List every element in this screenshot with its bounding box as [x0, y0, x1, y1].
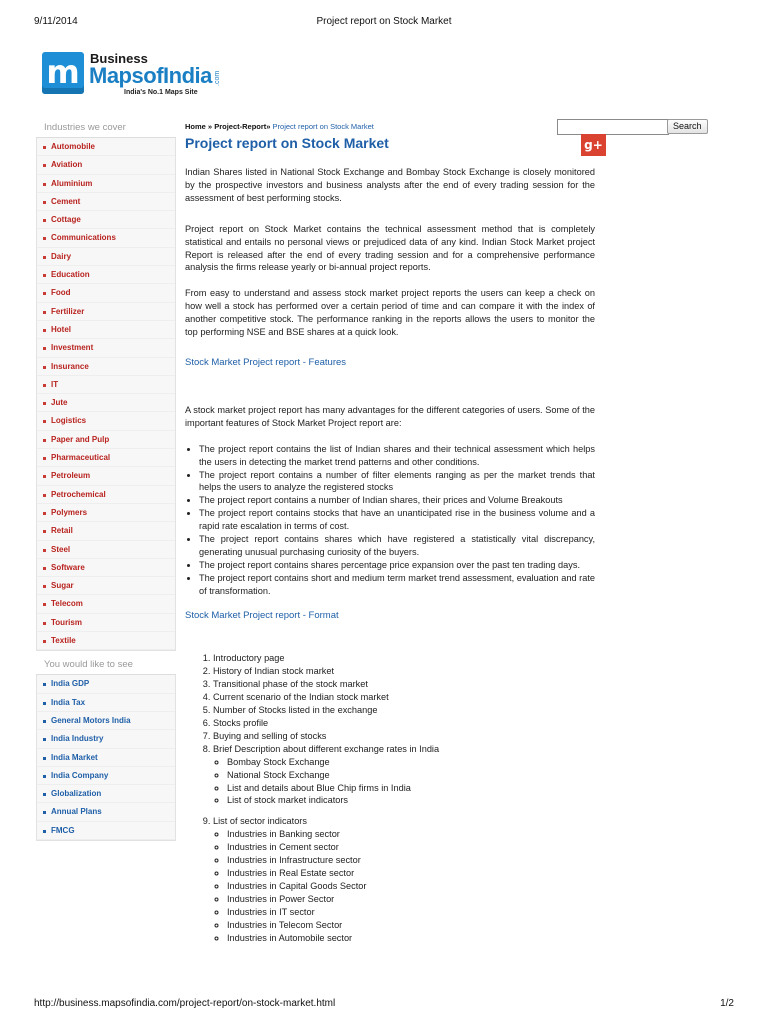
- feature-item: • The project report contains the list of Indian shares and their technical assessment which helps the users in detecting the market trend patterns and other conditions.: [199, 443, 595, 469]
- see-also-heading: You would like to see: [36, 655, 176, 675]
- format-subitem: ◦ National Stock Exchange: [227, 769, 595, 782]
- sidebar-industry-link[interactable]: Dairy: [37, 248, 175, 266]
- sidebar-industry-link[interactable]: Aviation: [37, 156, 175, 174]
- format-item: [213, 704, 595, 717]
- print-date: 9/11/2014: [34, 16, 78, 27]
- sidebar-see-link[interactable]: FMCG: [37, 822, 175, 840]
- format-subitem: ◦ Industries in Banking sector: [227, 828, 595, 841]
- search-button[interactable]: Search: [667, 119, 708, 134]
- format-subitem: ◦ Industries in Power Sector: [227, 893, 595, 906]
- sidebar-see-link[interactable]: Annual Plans: [37, 803, 175, 821]
- format-item-label: Transitional phase of the stock market: [213, 679, 368, 690]
- format-subitem: ◦ Industries in Real Estate sector: [227, 867, 595, 880]
- sidebar-see-link[interactable]: Globalization: [37, 785, 175, 803]
- print-page-number: 1/2: [720, 998, 734, 1009]
- format-item-label: Buying and selling of stocks: [213, 730, 327, 741]
- features-list: [185, 443, 595, 598]
- sidebar-industry-link[interactable]: Software: [37, 559, 175, 577]
- breadcrumb-section[interactable]: Project-Report: [214, 122, 267, 131]
- sidebar-industry-link[interactable]: Cement: [37, 193, 175, 211]
- sidebar-industry-link[interactable]: Automobile: [37, 138, 175, 156]
- print-header: [34, 16, 734, 30]
- sidebar: [36, 118, 176, 841]
- format-item: [213, 691, 595, 704]
- sidebar-industry-link[interactable]: Investment: [37, 339, 175, 357]
- format-item: [213, 815, 595, 944]
- sidebar-industry-link[interactable]: Hotel: [37, 321, 175, 339]
- format-item: [213, 665, 595, 678]
- intro-paragraph-2: Project report on Stock Market contains the technical assessment method that is completely statistical and entails no personal views or prejudiced data of any kind. Indian Stock Market project Report is released after the end of every trading session and for a comprehensive performance analysis the firms release yearly or bi-annual project reports.: [185, 223, 595, 273]
- sidebar-industry-link[interactable]: Petroleum: [37, 467, 175, 485]
- format-subitem: ◦ List of stock market indicators: [227, 794, 595, 807]
- sidebar-industry-link[interactable]: Fertilizer: [37, 303, 175, 321]
- format-subitem: ◦ Industries in IT sector: [227, 906, 595, 919]
- format-item: [213, 678, 595, 691]
- format-item-label: Number of Stocks listed in the exchange: [213, 705, 378, 716]
- feature-item: • The project report contains stocks that have an unanticipated rise in the business volume and a rapid rate escalation in terms of cost.: [199, 507, 595, 533]
- format-list: [185, 652, 595, 944]
- sidebar-industry-link[interactable]: Steel: [37, 541, 175, 559]
- sidebar-industry-link[interactable]: Sugar: [37, 577, 175, 595]
- feature-item: • The project report contains a number of Indian shares, their prices and Volume Breakouts: [199, 494, 595, 507]
- format-heading[interactable]: Stock Market Project report - Format: [185, 609, 339, 621]
- sidebar-industry-link[interactable]: Textile: [37, 632, 175, 650]
- sidebar-industry-link[interactable]: Tourism: [37, 614, 175, 632]
- feature-item: • The project report contains a number of filter elements ranging as per the market trends that helps the users to analyze the registered stocks: [199, 469, 595, 495]
- google-plus-icon[interactable]: g+: [581, 134, 606, 156]
- logo-tagline: India's No.1 Maps Site: [124, 89, 198, 96]
- format-item: [213, 743, 595, 808]
- sidebar-industry-link[interactable]: Paper and Pulp: [37, 431, 175, 449]
- logo-business-text: Business: [90, 51, 148, 66]
- sidebar-see-link[interactable]: India GDP: [37, 675, 175, 693]
- format-subitem: ◦ Industries in Automobile sector: [227, 932, 595, 945]
- features-heading[interactable]: Stock Market Project report - Features: [185, 356, 347, 368]
- format-subitem: ◦ Industries in Telecom Sector: [227, 919, 595, 932]
- breadcrumb-current[interactable]: Project report on Stock Market: [272, 122, 374, 131]
- format-item-label: List of sector indicators: [213, 816, 307, 827]
- sidebar-see-link[interactable]: India Industry: [37, 730, 175, 748]
- format-subitem: ◦ List and details about Blue Chip firms in India: [227, 782, 595, 795]
- sidebar-industry-link[interactable]: Communications: [37, 229, 175, 247]
- sidebar-see-link[interactable]: India Market: [37, 749, 175, 767]
- sidebar-industry-link[interactable]: Aluminium: [37, 175, 175, 193]
- intro-paragraph-3: From easy to understand and assess stock market project reports the users can keep a check on how well a stock has performed over a certain period of time and can compare it with the index of another competitive stock. The performance ranking in the reports allows the users to monitor the top performing NSE and BSE shares at a quick look.: [185, 288, 595, 338]
- industries-heading: Industries we cover: [36, 118, 176, 138]
- feature-item: • The project report contains shares which have registered a statistically vital discrepancy, generating unusual purchasing curiosity of the buyers.: [199, 533, 595, 559]
- see-also-list: [36, 675, 176, 841]
- industries-list: [36, 138, 176, 651]
- feature-item: • The project report contains shares percentage price expansion over the past ten trading days.: [199, 559, 595, 572]
- sidebar-industry-link[interactable]: Retail: [37, 522, 175, 540]
- print-title: Project report on Stock Market: [316, 16, 452, 27]
- sidebar-see-link[interactable]: General Motors India: [37, 712, 175, 730]
- format-item: [213, 730, 595, 743]
- sidebar-industry-link[interactable]: Education: [37, 266, 175, 284]
- format-subitem: ◦ Industries in Capital Goods Sector: [227, 880, 595, 893]
- intro-paragraph-1: Indian Shares listed in National Stock Exchange and Bombay Stock Exchange is closely monitored by the prospective investors and business analysts after the end of every trading session for the assessment of best performing stocks.: [185, 167, 595, 203]
- format-item-label: Introductory page: [213, 653, 285, 664]
- sidebar-industry-link[interactable]: Insurance: [37, 358, 175, 376]
- format-sublist: [213, 828, 595, 944]
- features-intro: A stock market project report has many advantages for the different categories of users. Some of the important features of Stock Market Project report are:: [185, 404, 595, 428]
- sidebar-industry-link[interactable]: Telecom: [37, 595, 175, 613]
- format-item-label: Current scenario of the Indian stock market: [213, 692, 389, 703]
- format-item: [213, 652, 595, 665]
- breadcrumb-home[interactable]: Home: [185, 122, 206, 131]
- format-item-label: History of Indian stock market: [213, 666, 335, 677]
- logo-brand: MapsofIndia: [89, 63, 212, 88]
- sidebar-industry-link[interactable]: Food: [37, 284, 175, 302]
- format-item-label: Stocks profile: [213, 718, 269, 728]
- format-sublist: [213, 756, 595, 808]
- sidebar-see-link[interactable]: India Tax: [37, 694, 175, 712]
- sidebar-industry-link[interactable]: Jute: [37, 394, 175, 412]
- format-subitem: ◦ Bombay Stock Exchange: [227, 756, 595, 769]
- sidebar-industry-link[interactable]: Logistics: [37, 412, 175, 430]
- sidebar-industry-link[interactable]: Pharmaceutical: [37, 449, 175, 467]
- sidebar-industry-link[interactable]: IT: [37, 376, 175, 394]
- site-logo[interactable]: [42, 48, 232, 108]
- format-subitem: ◦ Industries in Infrastructure sector: [227, 854, 595, 867]
- feature-item: • The project report contains short and medium term market trend assessment, evaluation and rate of transformation.: [199, 572, 595, 598]
- sidebar-industry-link[interactable]: Cottage: [37, 211, 175, 229]
- print-url: http://business.mapsofindia.com/project-report/on-stock-market.html: [34, 998, 336, 1009]
- format-item: [213, 717, 595, 730]
- page-title: Project report on Stock Market: [185, 135, 389, 151]
- article: [185, 118, 595, 944]
- sidebar-industry-link[interactable]: Petrochemical: [37, 486, 175, 504]
- sidebar-industry-link[interactable]: Polymers: [37, 504, 175, 522]
- logo-dotcom: .com: [214, 70, 221, 86]
- logo-m-icon: m: [42, 52, 84, 94]
- sidebar-see-link[interactable]: India Company: [37, 767, 175, 785]
- format-item-label: Brief Description about different exchange rates in India: [213, 743, 440, 754]
- format-subitem: ◦ Industries in Cement sector: [227, 841, 595, 854]
- breadcrumb: Home » Project-Report» Project report on Stock Market: [185, 122, 374, 131]
- print-footer: [34, 998, 734, 1012]
